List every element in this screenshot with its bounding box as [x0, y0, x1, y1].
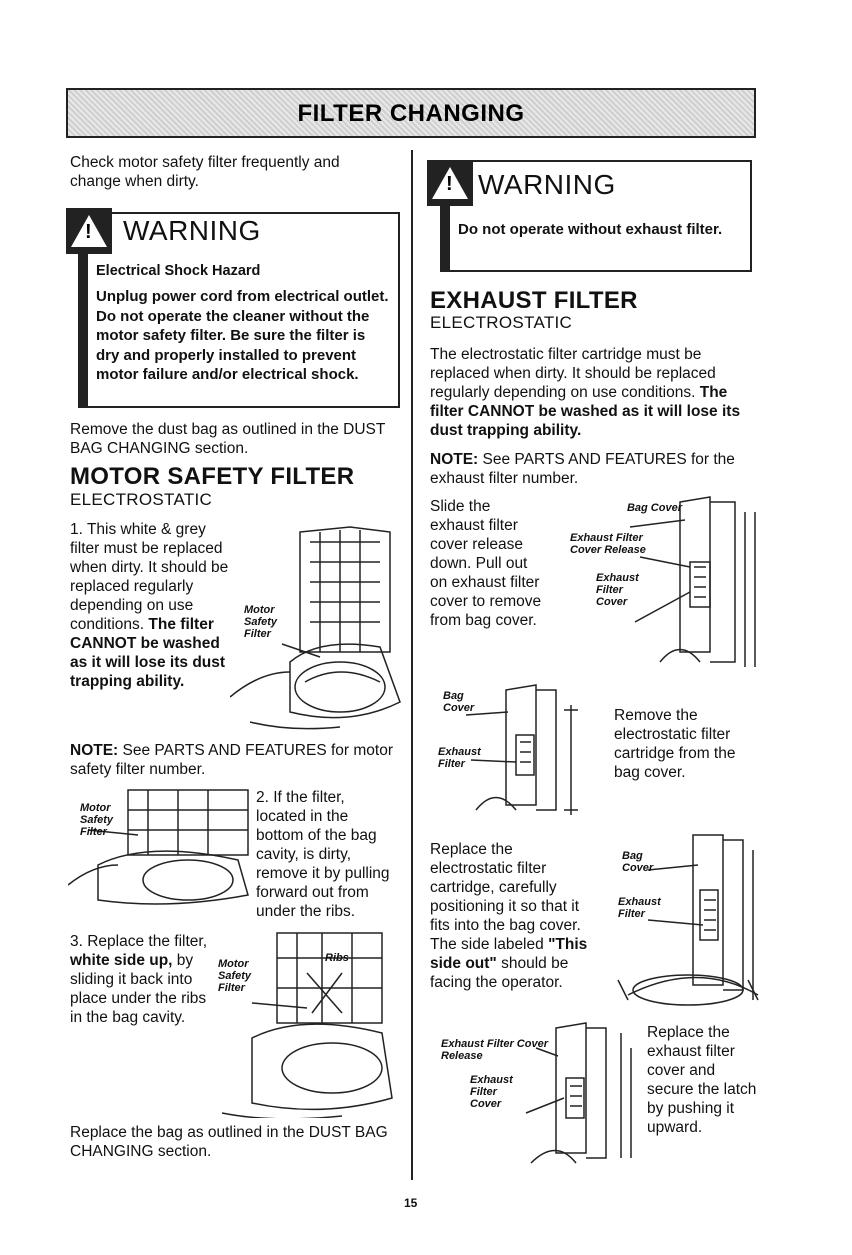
warning-subtitle: Electrical Shock Hazard: [96, 263, 261, 279]
label-fig1-release: Exhaust Filter Cover Release: [570, 532, 646, 556]
warning-body-left: Unplug power cord from electrical outlet. Do not operate the cleaner without the motor safety filter. Be sure the filter is dry and properly installed to prevent motor failure and/or electrical shock.: [96, 288, 389, 383]
replace-cover-text: Replace the exhaust filter cover and secure the latch by pushing it upward.: [647, 1024, 757, 1136]
note-motor: [70, 741, 400, 779]
step2-text: 2. If the filter, located in the bottom of the bag cavity, is dirty, remove it by pulling forward out from under the ribs.: [256, 789, 390, 920]
label-fig4-release: Exhaust Filter Cover Release: [441, 1038, 548, 1062]
remove-bag-text: Remove the dust bag as outlined in the DUST BAG CHANGING section.: [70, 421, 386, 457]
label-ribs: Ribs: [325, 952, 349, 964]
exhaust-filter-subtitle: ELECTROSTATIC: [430, 313, 573, 332]
warning-body-right: Do not operate without exhaust filter.: [458, 221, 723, 238]
exhaust-filter-title: EXHAUST FILTER: [430, 287, 638, 314]
exhaust-paragraph: The electrostatic filter cartridge must be replaced when dirty. It should be replaced regularly depending on use conditions. The filter CANNOT be washed as it will lose its dust trapping ability.: [430, 346, 741, 439]
remove-cartridge-text: Remove the electrostatic filter cartridge from the bag cover.: [614, 707, 736, 781]
page-number: 15: [404, 1196, 418, 1210]
label-fig4-cover: Exhaust Filter Cover: [470, 1074, 513, 1110]
note-exhaust: NOTE: See PARTS AND FEATURES for the exhaust filter number.: [430, 451, 735, 487]
note-label: NOTE:: [70, 742, 119, 759]
step3-bold: white side up,: [70, 952, 173, 969]
label-fig1-bag-cover: Bag Cover: [626, 502, 682, 514]
step1-bold: The filter CANNOT be washed as it will lose its dust trapping ability.: [70, 616, 226, 690]
label-fig1-cover: Exhaust Filter Cover: [596, 572, 639, 608]
label-fig3-bag-cover: Bag Cover: [622, 850, 654, 874]
label-motor-safety-filter-2: Motor Safety Filter: [80, 802, 114, 838]
column-divider: [411, 150, 413, 1180]
label-fig3-filter: Exhaust Filter: [618, 896, 661, 920]
section-banner: [66, 88, 756, 138]
warning-icon: !: [66, 208, 112, 254]
note-text: See PARTS AND FEATURES for motor safety filter number.: [70, 742, 393, 778]
replace-cartridge-text: Replace the electrostatic filter cartridge, carefully positioning it so that it fits into the bag cover. The side labeled "This side out" should be facing the operator.: [430, 841, 588, 991]
warning-icon-right: !: [427, 160, 473, 206]
label-fig2-bag-cover: Bag Cover: [443, 690, 475, 714]
warning-title-right: WARNING: [478, 169, 616, 200]
step1-text: [70, 520, 230, 691]
intro-text: Check motor safety filter frequently and change when dirty.: [70, 154, 340, 190]
label-motor-safety-filter-1: Motor Safety Filter: [244, 604, 278, 640]
step1-plain: 1. This white & grey filter must be replaced when dirty. It should be replaced regularly depending on use conditions.: [70, 521, 229, 633]
label-fig2-filter: Exhaust Filter: [438, 746, 481, 770]
warning-title-left: WARNING: [123, 215, 261, 246]
exhaust-illustration-1: [560, 492, 765, 677]
slide-step-text: Slide the exhaust filter cover release down. Pull out on exhaust filter cover to remove from bag cover.: [430, 498, 542, 629]
banner-title: FILTER CHANGING: [297, 100, 525, 127]
step3-text: 3. Replace the filter, white side up, by sliding it back into place under the ribs in the bag cavity.: [70, 933, 207, 1026]
label-motor-safety-filter-3: Motor Safety Filter: [218, 958, 252, 994]
motor-filter-illustration-3: [212, 928, 402, 1118]
motor-filter-title: MOTOR SAFETY FILTER: [70, 463, 355, 490]
motor-filter-subtitle: ELECTROSTATIC: [70, 490, 213, 509]
replace-bag-text: Replace the bag as outlined in the DUST BAG CHANGING section.: [70, 1124, 388, 1160]
